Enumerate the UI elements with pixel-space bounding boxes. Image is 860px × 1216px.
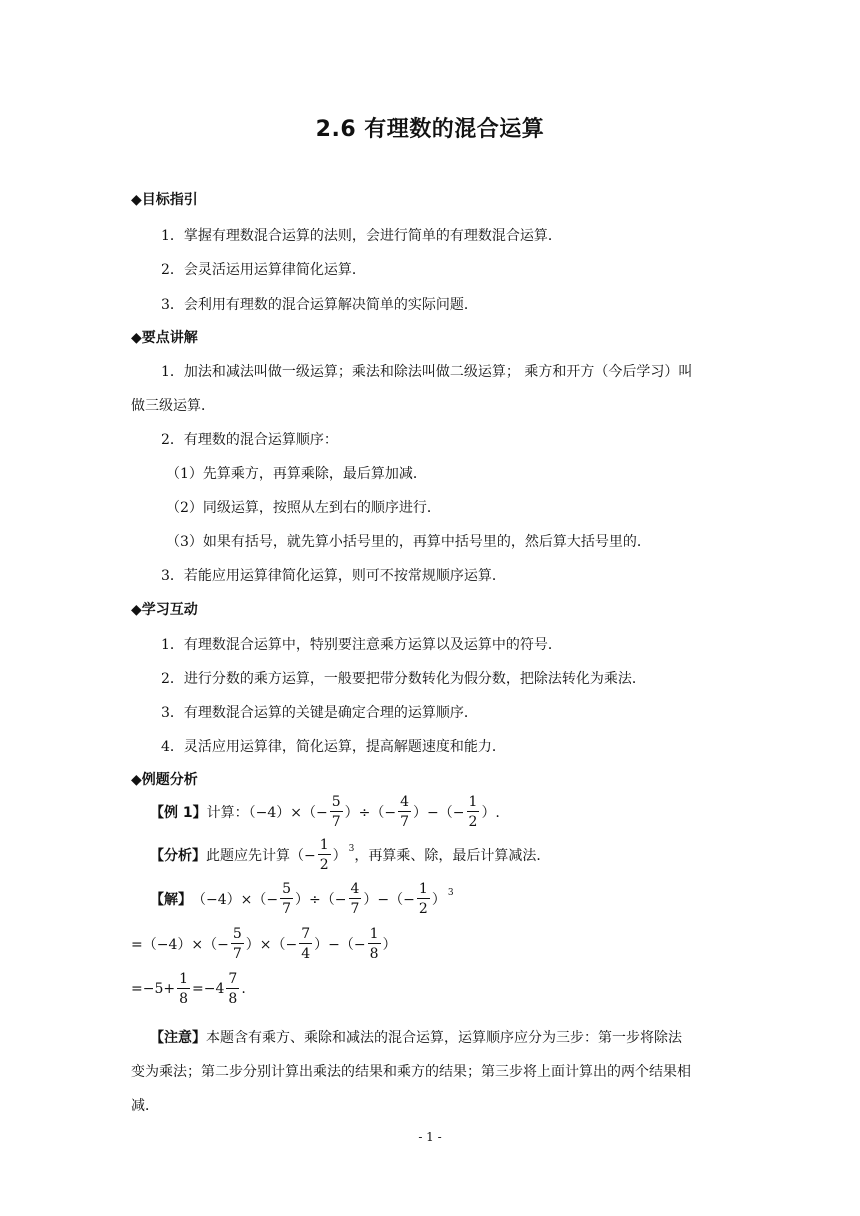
exponent: 3 [447,888,454,898]
fraction: $\frac{5}{7}$ [232,926,242,962]
interaction-item-4: 4．灵活应用运算律，简化运算，提高解题速度和能力． [161,739,506,755]
section-heading-examples: ◆例题分析 [131,772,198,788]
example-1-text-c: ）−（− [413,805,465,821]
analysis-label: 【分析】 [150,848,206,864]
solution-text-b: ）÷（− [295,892,347,908]
goal-item-2: 2．会灵活运用运算律简化运算． [161,262,366,278]
solution-text-c: ）−（− [363,892,415,908]
fraction: $\frac{5}{7}$ [331,794,341,830]
fraction: $\frac{1}{2}$ [418,881,428,917]
example-1-text-b: ）÷（− [344,805,397,821]
section-heading-interaction: ◆学习互动 [131,602,198,618]
page-number: - 1 - [418,1130,442,1144]
solution-text-a: （−4）×（− [192,892,279,908]
point-item-1-line-1: 1．加法和减法叫做一级运算；乘法和除法叫做二级运算； 乘方和开方（今后学习）叫 [161,364,693,380]
analysis-text-b: ） [332,848,347,864]
analysis-line [150,838,550,872]
example-1-label: 【例 1】 [150,805,207,821]
example-1-text-d: ）. [481,805,500,821]
solution-label: 【解】 [150,892,192,908]
section-heading-goals: ◆目标指引 [131,192,198,208]
solution-text-a: =−5+ [131,981,176,997]
example-1-text-a: 计算：（−4）×（− [206,805,328,821]
section-heading-points: ◆要点讲解 [131,330,198,346]
solution-text-c: ）−（− [314,937,366,953]
fraction: $\frac{1}{2}$ [319,837,329,873]
analysis-text-c: ，再算乘、除，最后计算减法． [354,848,551,864]
fraction: $\frac{1}{8}$ [369,926,379,962]
note-line-1 [150,1027,682,1047]
solution-text-b: =−4 [192,981,225,997]
goal-item-3: 3．会利用有理数的混合运算解决简单的实际问题． [161,297,478,313]
solution-line-1 [150,882,454,916]
solution-line-2 [131,927,397,961]
point-item-2: 2．有理数的混合运算顺序： [161,432,338,448]
goal-item-1: 1．掌握有理数混合运算的法则，会进行简单的有理数混合运算． [161,228,562,244]
interaction-item-2: 2．进行分数的乘方运算，一般要把带分数转化为假分数，把除法转化为乘法． [161,671,646,687]
note-line-3: 减． [131,1098,159,1114]
interaction-item-1: 1．有理数混合运算中，特别要注意乘方运算以及运算中的符号． [161,637,562,653]
point-sub-1: （1）先算乘方，再算乘除，最后算加减． [166,466,427,482]
fraction: $\frac{7}{8}$ [228,971,238,1007]
page-title: 2.6 有理数的混合运算 [315,117,545,142]
fraction: $\frac{1}{2}$ [468,794,478,830]
fraction: $\frac{4}{7}$ [350,881,360,917]
fraction: $\frac{7}{4}$ [301,926,311,962]
interaction-item-3: 3．有理数混合运算的关键是确定合理的运算顺序． [161,705,478,721]
solution-text-b: ）×（− [245,937,298,953]
analysis-text-a: 此题应先计算（− [206,848,316,864]
fraction: $\frac{4}{7}$ [400,794,410,830]
point-sub-2: （2）同级运算，按照从左到右的顺序进行． [166,500,441,516]
point-item-1-line-2: 做三级运算． [131,398,215,414]
fraction: $\frac{1}{8}$ [179,971,189,1007]
solution-text-d: ） [431,892,446,908]
exponent: 3 [348,844,355,854]
note-line-2: 变为乘法；第二步分别计算出乘法的结果和乘方的结果；第三步将上面计算出的两个结果相 [131,1064,691,1080]
note-text-1: 本题含有乘方、乘除和减法的混合运算，运算顺序应分为三步：第一步将除法 [206,1030,682,1046]
solution-text-d: ） [382,937,397,953]
example-1-line [150,795,500,829]
fraction: $\frac{5}{7}$ [282,881,292,917]
solution-text-c: . [241,981,246,997]
solution-text-a: =（−4）×（− [131,937,229,953]
note-label: 【注意】 [150,1030,206,1046]
point-sub-3: （3）如果有括号，就先算小括号里的，再算中括号里的，然后算大括号里的． [166,534,651,550]
solution-line-3 [131,972,246,1006]
point-item-3: 3．若能应用运算律简化运算，则可不按常规顺序运算． [161,568,506,584]
